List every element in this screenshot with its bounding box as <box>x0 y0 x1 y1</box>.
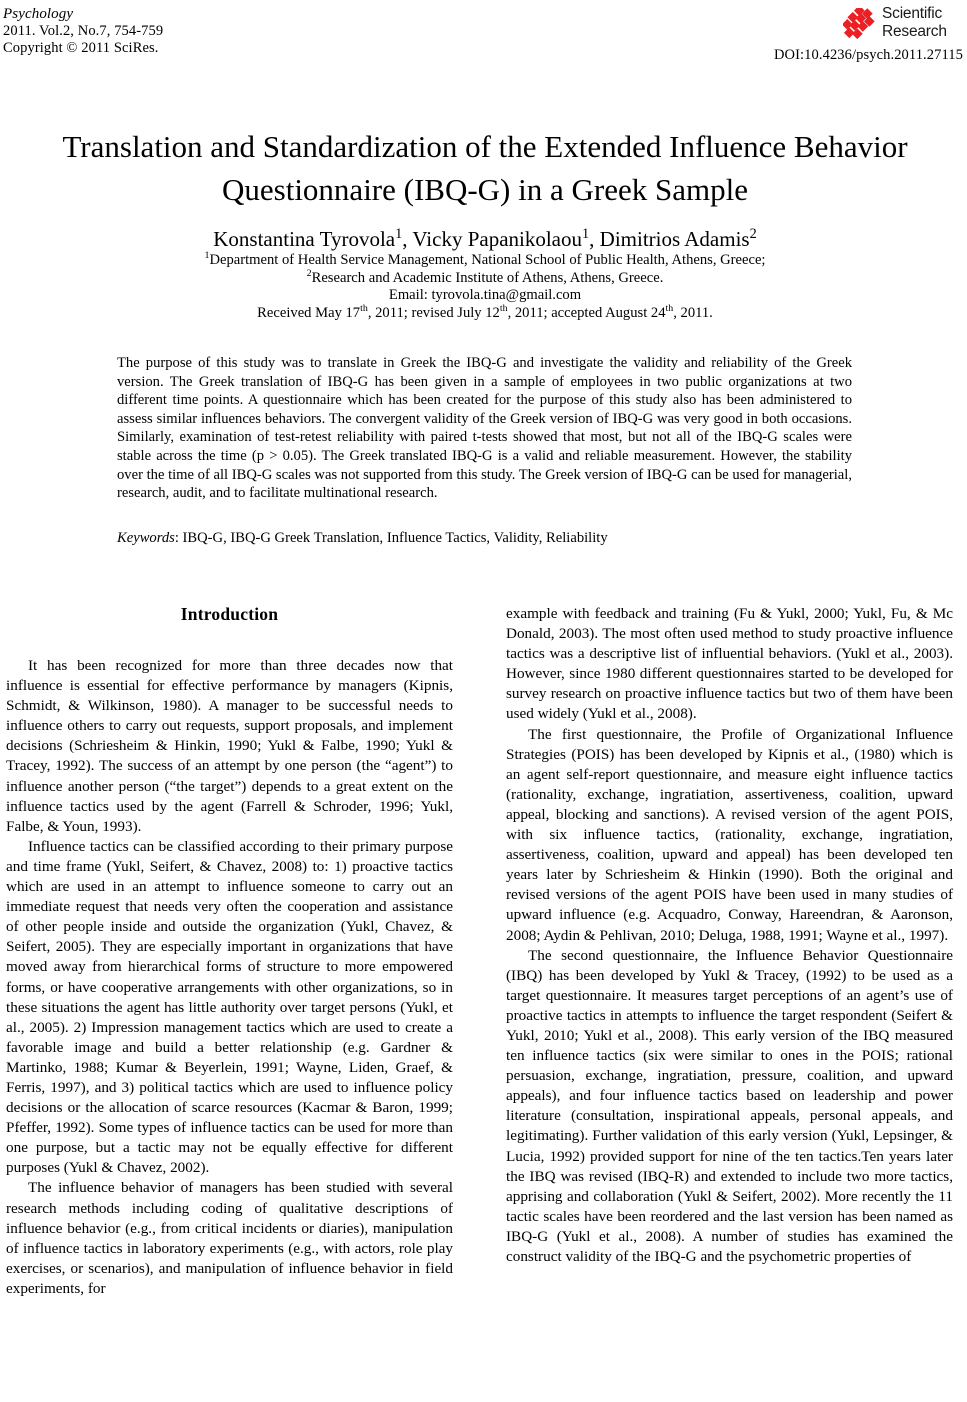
paragraph: The influence behavior of managers has been studied with several research methods including coding of qualitative descriptions of influence behavior (e.g., from critical incidents or diaries), manipulation of influence tactics in laboratory experiments (e.g., with actors, role play exercises, or scenarios), and manipulation of influence behavior in field experiments, for <box>6 1179 453 1297</box>
keywords-values: : IBQ-G, IBQ-G Greek Translation, Influence Tactics, Validity, Reliability <box>174 530 608 546</box>
doi-text: DOI:10.4236/psych.2011.27115 <box>773 47 963 63</box>
publisher-logo-line1: Scientific <box>882 5 943 22</box>
contact-email: Email: tyrovola.tina@gmail.com <box>388 287 582 304</box>
masthead <box>0 6 967 68</box>
journal-info-block <box>3 6 163 58</box>
paragraph: example with feedback and training (Fu & Yukl, 2000; Yukl, Fu, & Mc Donald, 2003). The most often used method to study proactive influence tactics was a descriptive list of influential behaviors. (Yukl et al., 2003). However, since 1980 different questionnaires started to be developed for survey research on proactive influence tactics but two of them have been used widely (Yukl et al., 2008). <box>506 605 953 723</box>
abstract-text: The purpose of this study was to translate in Greek the IBQ-G and investigate the validity and reliability of the Greek version. The Greek translation of IBQ-G has been given in a sample of employees in two public organizations at two different time points. A questionnaire which has been created for the purpose of this study also has been administered to assess similar influences behaviors. The convergent validity of the Greek version of IBQ-G was very good in both occasions. Similarly, examination of test-retest reliability with paired t-tests showed that most, but not all of the IBQ-G scales were stable across the time (p > 0.05). The Greek translated IBQ-G is a valid and reliable measurement. However, the stability over the time of all IBQ-G scales was not supported from this study. The Greek version of IBQ-G can be used for managerial, research, audit, and to facilitate multinational research. <box>117 355 852 502</box>
body-column-right <box>506 604 953 1267</box>
paragraph: It has been recognized for more than three decades now that influence is essential for effective performance by managers (Kipnis, Schmidt, & Wilkinson, 1980). A manager to be successful needs to influence others to carry out requests, support proposals, and implement decisions (Schriesheim & Hinkin, 1990; Yukl & Falbe, 1990; Yukl & Tracey, 1992). The success of an attempt by one person (the “agent”) to influence another person (“the target”) depends to a great extent on the influence tactics used by the agent (Farrell & Schroder, 1996; Yukl, Falbe, & Youn, 1993). <box>6 657 453 835</box>
paper-title: Translation and Standardization of the Extended Influence Behavior Questionnaire (IBQ-G) in a Greek Sample <box>62 128 908 207</box>
paragraph: The second questionnaire, the Influence Behavior Questionnaire (IBQ) has been developed by Yukl & Tracey, (1992) to be used as a target questionnaire. It measures target perceptions of an agent’s use of proactive tactics in attempts to influence the target respondent (Seifert & Yukl, 2010; Yukl et al., 2008). This early version of the IBQ measured ten influence tactics (six were similar to ones in the POIS; rational persuasion, exchange, ingratiation, pressure, coalition, and upward appeals), and four influence tactics based on leadership and power literature (consultation, inspirational appeals, personal appeals, and legitimating). Further validation of this early version (Yukl, Lepsinger, & Lucia, 1992) provided support for nine of the ten tactics.Ten years later the IBQ was revised (IBQ-R) and extended to include two more tactics, apprising and collaboration (Yukl & Seifert, 2002). More recently the 11 tactic scales have been reordered and the last version has been named as IBQ-G (Yukl et al., 2008). A number of studies has examined the construct validity of the IBQ-G and the psychometric properties of <box>506 946 953 1265</box>
keywords-label: Keywords <box>117 530 175 546</box>
journal-name: Psychology <box>3 6 74 22</box>
paragraph: The first questionnaire, the Profile of Organizational Influence Strategies (POIS) has been developed by Kipnis et al., (1980) which is an agent self-report questionnaire, and measure eight influence tactics (rationality, exchange, ingratiation, assertiveness, coalition, upward appeal, blocking and sanctions). A revised version of the agent POIS, with six influence tactics, (rationality, exchange, ingratiation, assertiveness, coalition, upward and appeal) has been developed ten years later by Schriesheim & Hinkin (1990). Both the original and revised versions of the agent POIS have been used in many studies of upward influence (e.g. Acquadro, Conway, Hareendran, & Aaronson, 2008; Aydin & Pehlivan, 2010; Deluga, 1988, 1991; Wayne et al., 1997). <box>506 725 953 944</box>
body-column-left <box>6 604 453 1299</box>
affiliation-1: $^1$Department of Health Service Management, National School of Public Health, Athens, Greece; <box>204 250 766 268</box>
author-names: Konstantina Tyrovola$^1$, Vicky Papanikolaou$^1$, Dimitrios Adamis$^2$ <box>213 226 757 251</box>
diamond-grid-logo-icon <box>843 8 879 42</box>
paragraph: Influence tactics can be classified according to their primary purpose and time frame (Yukl, Seifert, & Chavez, 2008) to: 1) proactive tactics which are used in an attempt to influence someone to carry out an immediate request that needs very often the cooperation and assistance of other people inside and outside the organization (Yukl, Chavez, & Seifert, 2005). They are especially important in organizations that have moved away from hierarchical forms of structure to more empowered forms, or have cooperative arrangements with other organizations, so in these situations the agent has little authority over target persons (Yukl, et al., 2005). 2) Impression management tactics which are used to create a favorable image and build a better relationship (e.g. Gardner & Martinko, 1988; Kumar & Beyerlein, 1991; Wayne, Liden, Graef, & Ferris, 1997), and 3) political tactics which are used to influence policy decisions or the allocation of scarce resources (Kacmar & Baron, 1999; Pfeffer, 1992). Some types of influence tactics can be used for more than one purpose, but a tactic may not be equally effective for different purposes (Yukl & Chavez, 2002). <box>6 837 453 1177</box>
journal-issue: 2011. Vol.2, No.7, 754-759 <box>3 23 164 40</box>
authors-block <box>60 226 910 322</box>
publisher-logo-text <box>882 5 947 41</box>
publisher-logo-line2: Research <box>882 23 947 40</box>
journal-copyright: Copyright © 2011 SciRes. <box>3 40 159 57</box>
publisher-logo <box>843 6 963 46</box>
submission-dates: Received May 17th, 2011; revised July 12th, 2011; accepted August 24th, 2011. <box>257 302 713 321</box>
keywords-line <box>117 529 852 548</box>
affiliation-2: $^2$Research and Academic Institute of Athens, Athens, Greece. <box>306 267 664 286</box>
section-heading-introduction: Introduction <box>180 604 279 624</box>
